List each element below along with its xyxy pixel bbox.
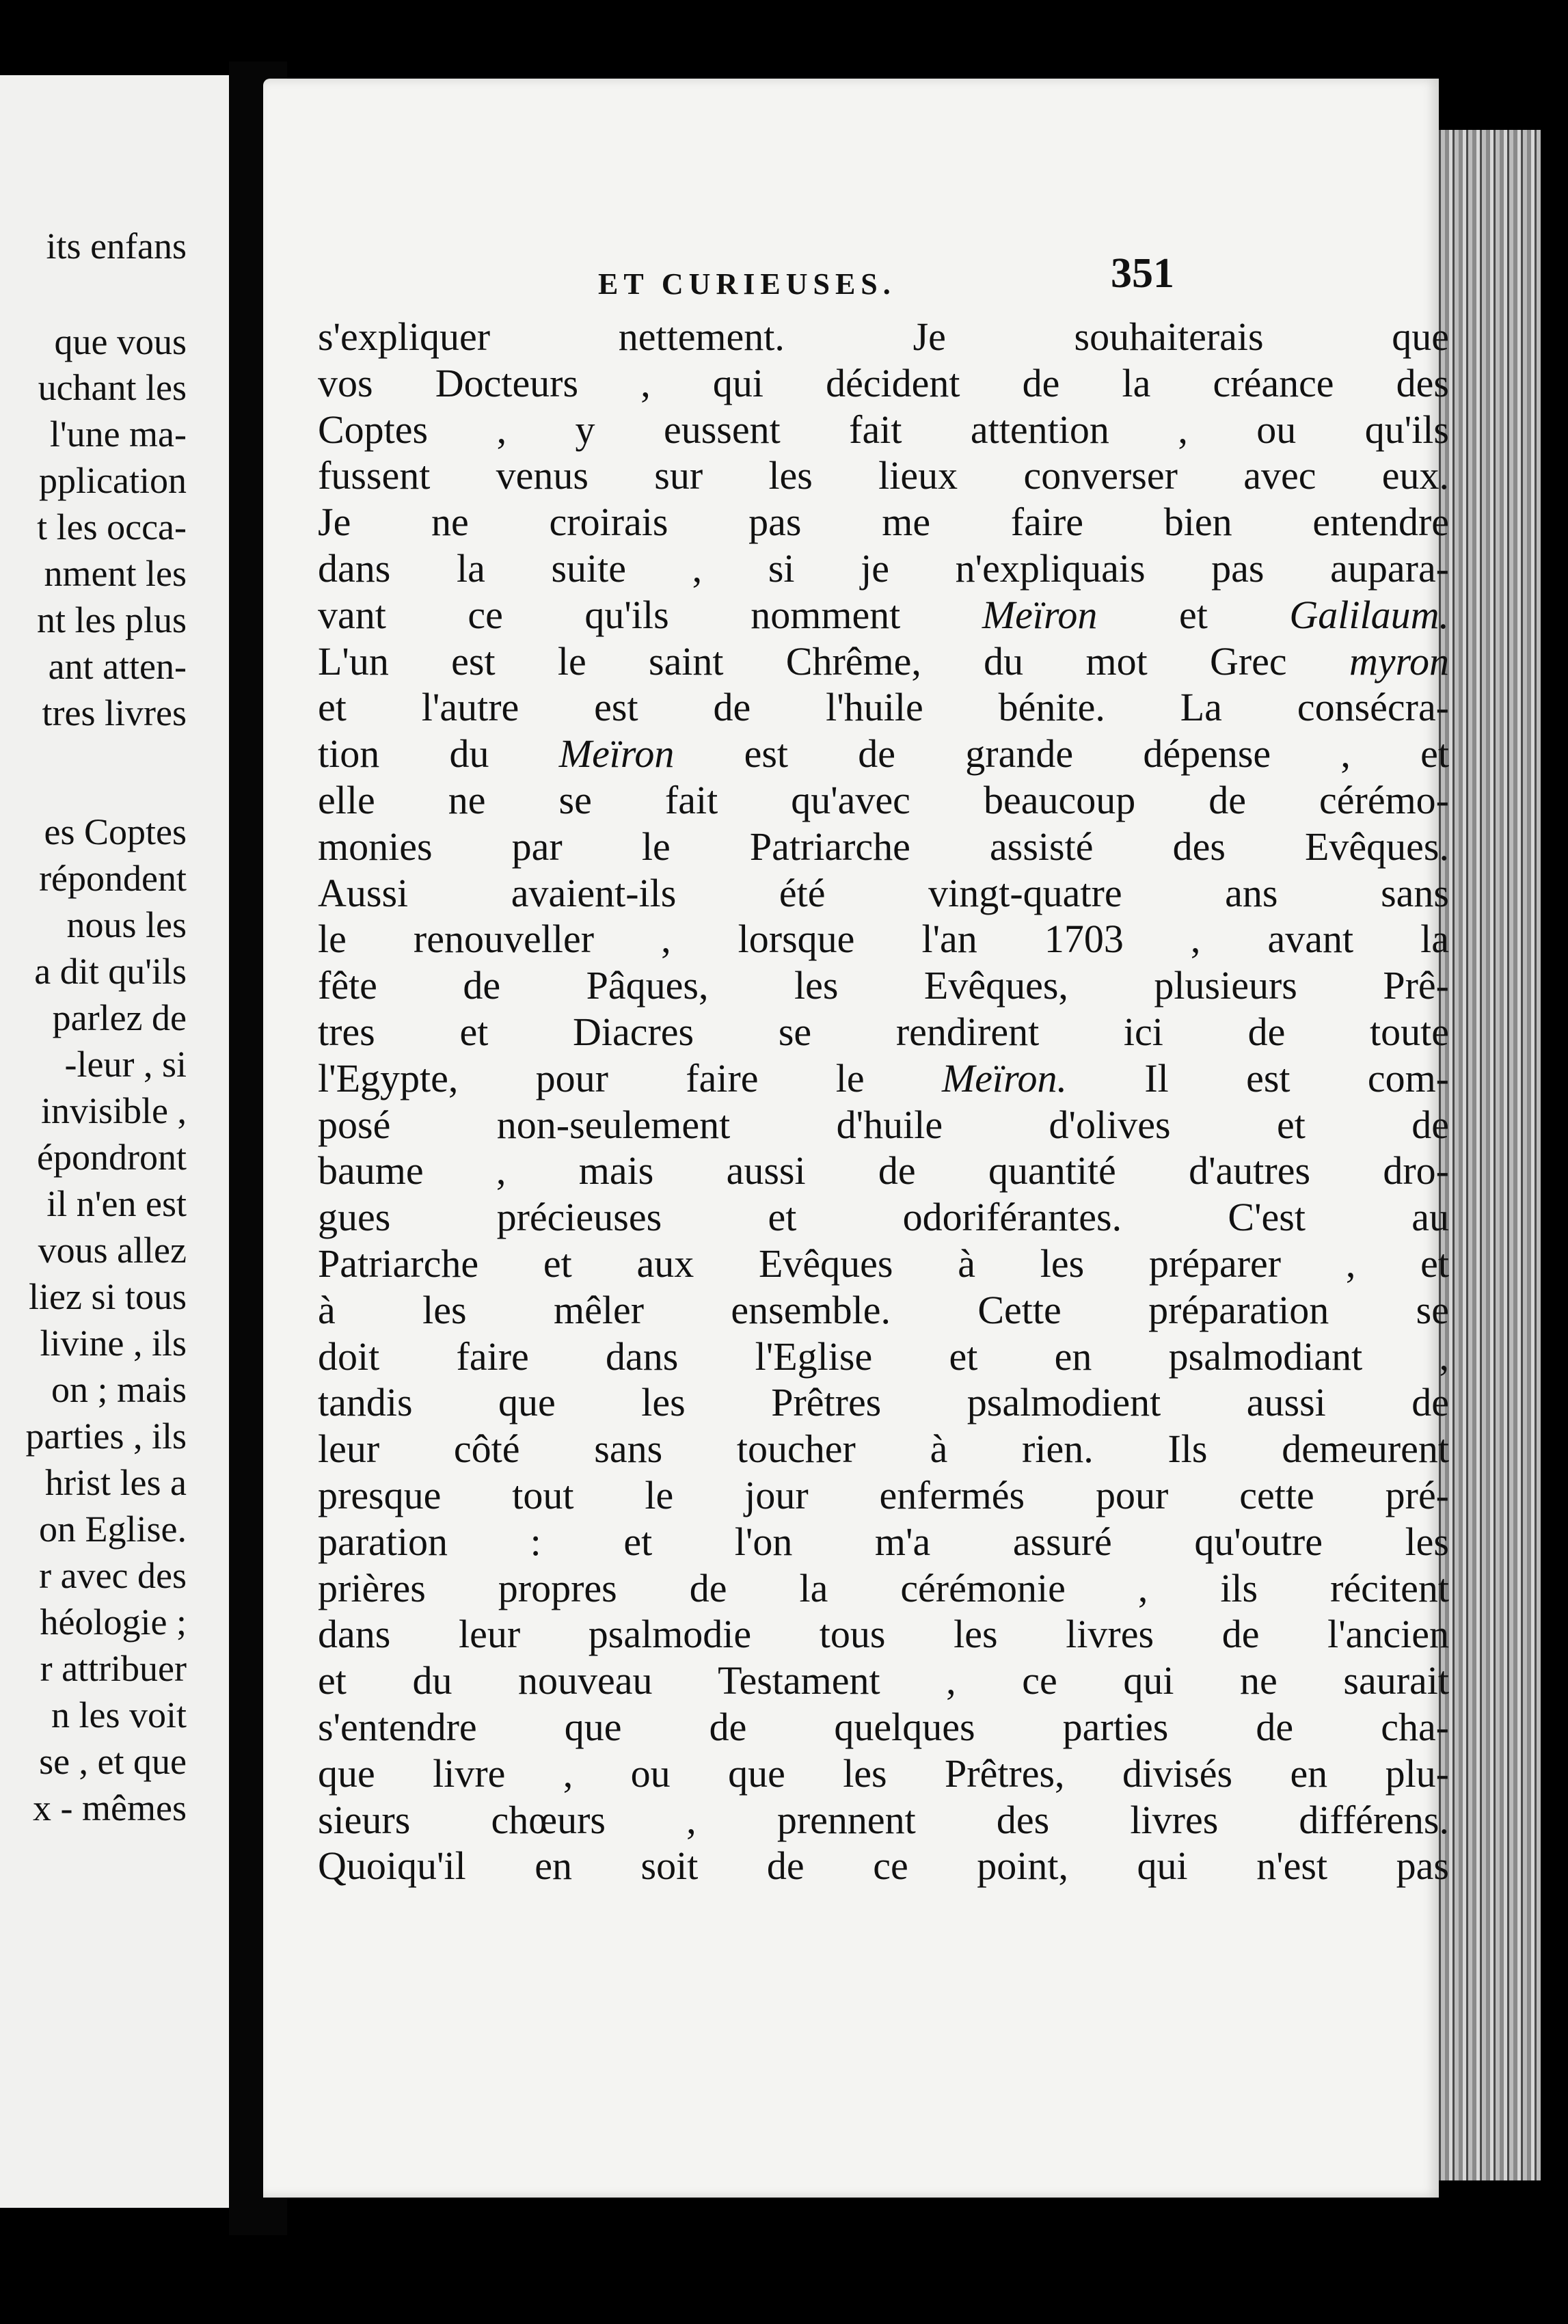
left-page-line: se , et que <box>39 1741 187 1782</box>
left-page-line: invisible , <box>41 1090 187 1131</box>
left-page-line: héologie ; <box>40 1602 187 1643</box>
left-page-line: a dit qu'ils <box>34 951 187 992</box>
text-line: posé non-seulement d'huile d'olives et de <box>318 1102 1449 1147</box>
left-page-line: r avec des <box>39 1555 187 1596</box>
text-line: baume , mais aussi de quantité d'autres dro- <box>318 1148 1449 1193</box>
text-line: leur côté sans toucher à rien. Ils demeurent <box>318 1427 1449 1472</box>
left-page-line: -leur , si <box>64 1044 187 1085</box>
page-number: 351 <box>1111 250 1174 297</box>
text-line: elle ne se fait qu'avec beaucoup de cérémo- <box>318 778 1449 822</box>
text-line: à les mêler ensemble. Cette préparation se <box>318 1287 1449 1332</box>
text-line: gues précieuses et odoriférantes. C'est au <box>318 1195 1449 1240</box>
left-page-line: épondront <box>37 1137 187 1178</box>
text-line: Patriarche et aux Evêques à les préparer , et <box>318 1241 1449 1286</box>
left-page-line: parties , ils <box>25 1416 187 1457</box>
text-line: paration : et l'on m'a assuré qu'outre les <box>318 1519 1449 1564</box>
left-page-line: x - mêmes <box>33 1787 187 1828</box>
left-page-line: on Eglise. <box>39 1509 187 1550</box>
left-page-line: r attribuer <box>40 1648 187 1689</box>
left-page-line: livine , ils <box>40 1323 187 1364</box>
text-line: s'expliquer nettement. Je souhaiterais que <box>318 314 1449 359</box>
text-line: doit faire dans l'Eglise et en psalmodiant , <box>318 1334 1449 1379</box>
text-line: presque tout le jour enfermés pour cette pré- <box>318 1473 1449 1517</box>
left-page-line: tres livres <box>42 692 187 733</box>
text-line: vant ce qu'ils nomment Meïron et Galilaum. <box>318 592 1449 637</box>
left-page-line: ant atten- <box>48 646 187 687</box>
left-page-line: uchant les <box>38 367 187 408</box>
text-line: monies par le Patriarche assisté des Evêques. <box>318 824 1449 869</box>
left-page-line: pplication <box>39 460 187 501</box>
left-page-line: on ; mais <box>51 1369 187 1410</box>
text-line: l'Egypte, pour faire le Meïron. Il est com- <box>318 1055 1449 1100</box>
left-page-line: its enfans <box>46 226 187 267</box>
left-page-line: n les voit <box>51 1694 187 1735</box>
text-line: fête de Pâques, les Evêques, plusieurs Prê- <box>318 963 1449 1008</box>
left-page-line: parlez de <box>52 997 187 1038</box>
text-line: Je ne croirais pas me faire bien entendre <box>318 500 1449 545</box>
text-line: Quoiqu'il en soit de ce point, qui n'est pas <box>318 1843 1449 1889</box>
text-line: vos Docteurs , qui décident de la créance des <box>318 360 1449 405</box>
text-line: s'entendre que de quelques parties de cha- <box>318 1705 1449 1749</box>
text-line: L'un est le saint Chrême, du mot Grec myron <box>318 638 1449 684</box>
text-line: dans leur psalmodie tous les livres de l'ancien <box>318 1612 1449 1657</box>
right-page <box>263 79 1449 2198</box>
text-line: fussent venus sur les lieux converser avec eux. <box>318 453 1449 498</box>
left-page-line: que vous <box>54 321 187 362</box>
left-page-line: hrist les a <box>45 1462 187 1503</box>
running-head: ET CURIEUSES. <box>598 267 896 301</box>
text-line: tandis que les Prêtres psalmodient aussi de <box>318 1380 1449 1425</box>
left-page-line: l'une ma- <box>49 414 187 455</box>
text-line: tion du Meïron est de grande dépense , et <box>318 731 1449 776</box>
text-line: dans la suite , si je n'expliquais pas aupara- <box>318 546 1449 591</box>
left-page <box>0 75 229 2208</box>
left-page-line: es Coptes <box>44 811 187 852</box>
text-line: que livre , ou que les Prêtres, divisés en plu- <box>318 1751 1449 1796</box>
left-page-line: il n'en est <box>46 1183 187 1224</box>
left-page-line: nment les <box>44 553 187 594</box>
text-line: et l'autre est de l'huile bénite. La consécra- <box>318 685 1449 730</box>
text-line: Coptes , y eussent fait attention , ou qu'ils <box>318 407 1449 452</box>
left-page-line: nt les plus <box>36 599 187 640</box>
left-page-line: vous allez <box>38 1230 187 1271</box>
left-page-line: liez si tous <box>29 1276 187 1317</box>
text-line: prières propres de la cérémonie , ils récitent <box>318 1565 1449 1610</box>
left-page-line: t les occa- <box>37 506 187 548</box>
text-line: Aussi avaient-ils été vingt-quatre ans sans <box>318 870 1449 915</box>
left-page-line: nous les <box>66 904 187 945</box>
left-page-line: répondent <box>39 858 187 899</box>
text-line: sieurs chœurs , prennent des livres différens. <box>318 1797 1449 1842</box>
text-line: et du nouveau Testament , ce qui ne saurait <box>318 1658 1449 1703</box>
text-line: tres et Diacres se rendirent ici de toute <box>318 1010 1449 1054</box>
text-line: le renouveller , lorsque l'an 1703 , avant la <box>318 917 1449 962</box>
